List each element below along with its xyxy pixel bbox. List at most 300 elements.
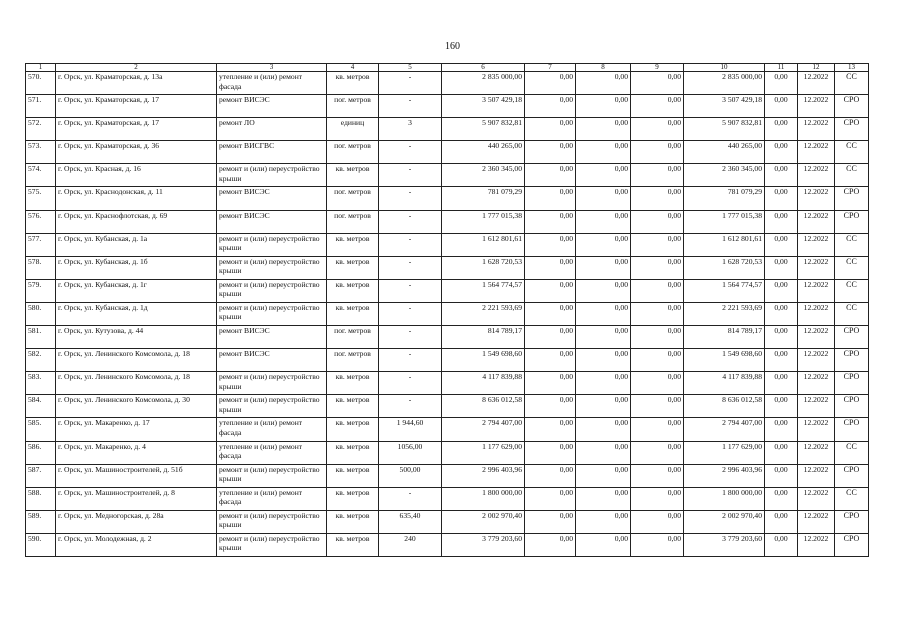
total-cost-cell: 440 265,00 [442,141,525,164]
owners-funds-cell: 440 265,00 [684,141,765,164]
work-type-cell: ремонт и (или) переустройство крыши [217,256,327,279]
work-type-cell: ремонт и (или) переустройство крыши [217,533,327,556]
table-row [26,256,869,279]
address-cell: г. Орск, ул. Краматорская, д. 17 [56,95,217,118]
volume-cell: 635,40 [379,510,442,533]
regional-budget-cell: 0,00 [576,464,631,487]
table-row [26,487,869,510]
owners-funds-cell: 1 800 000,00 [684,487,765,510]
table-row [26,279,869,302]
local-budget-cell: 0,00 [631,256,684,279]
unit-cell: кв. метров [327,464,379,487]
local-budget-cell: 0,00 [631,164,684,187]
fund-cell: 0,00 [525,164,576,187]
address-cell: г. Орск, ул. Красная, д. 16 [56,164,217,187]
table-row [26,349,869,372]
volume-cell: - [379,326,442,349]
local-budget-cell: 0,00 [631,349,684,372]
regional-budget-cell: 0,00 [576,510,631,533]
volume-cell: - [379,256,442,279]
fund-method-cell: СС [835,302,869,325]
deadline-cell: 12.2022 [798,279,835,302]
repair-register-table [25,63,869,557]
page-number: 160 [445,41,460,52]
fund-cell: 0,00 [525,233,576,256]
unit-cell: кв. метров [327,72,379,95]
total-cost-cell: 2 835 000,00 [442,72,525,95]
row-number: 585. [26,418,56,441]
volume-cell: - [379,95,442,118]
row-number: 589. [26,510,56,533]
unit-cell: кв. метров [327,441,379,464]
column-number: 7 [525,64,576,72]
deadline-cell: 12.2022 [798,164,835,187]
other-funds-cell: 0,00 [765,164,798,187]
owners-funds-cell: 4 117 839,88 [684,372,765,395]
other-funds-cell: 0,00 [765,418,798,441]
volume-cell: - [379,279,442,302]
other-funds-cell: 0,00 [765,487,798,510]
work-type-cell: ремонт ВИСЭС [217,187,327,210]
regional-budget-cell: 0,00 [576,233,631,256]
fund-method-cell: СС [835,279,869,302]
volume-cell: 3 [379,118,442,141]
address-cell: г. Орск, ул. Кубанская, д. 1а [56,233,217,256]
address-cell: г. Орск, ул. Краматорская, д. 13а [56,72,217,95]
table-row [26,464,869,487]
total-cost-cell: 3 779 203,60 [442,533,525,556]
work-type-cell: ремонт и (или) переустройство крыши [217,510,327,533]
unit-cell: кв. метров [327,372,379,395]
other-funds-cell: 0,00 [765,233,798,256]
work-type-cell: ремонт и (или) переустройство крыши [217,395,327,418]
fund-cell: 0,00 [525,349,576,372]
regional-budget-cell: 0,00 [576,187,631,210]
regional-budget-cell: 0,00 [576,533,631,556]
owners-funds-cell: 2 794 407,00 [684,418,765,441]
volume-cell: 500,00 [379,464,442,487]
unit-cell: кв. метров [327,395,379,418]
fund-method-cell: СРО [835,395,869,418]
table-row [26,187,869,210]
other-funds-cell: 0,00 [765,395,798,418]
owners-funds-cell: 2 360 345,00 [684,164,765,187]
row-number: 579. [26,279,56,302]
unit-cell: кв. метров [327,533,379,556]
fund-method-cell: СРО [835,118,869,141]
fund-cell: 0,00 [525,302,576,325]
total-cost-cell: 2 360 345,00 [442,164,525,187]
volume-cell: - [379,302,442,325]
column-number: 5 [379,64,442,72]
fund-method-cell: СС [835,141,869,164]
work-type-cell: утепление и (или) ремонт фасада [217,441,327,464]
column-number: 1 [26,64,56,72]
table-row [26,233,869,256]
fund-cell: 0,00 [525,395,576,418]
column-number: 9 [631,64,684,72]
fund-cell: 0,00 [525,141,576,164]
local-budget-cell: 0,00 [631,302,684,325]
total-cost-cell: 814 789,17 [442,326,525,349]
fund-cell: 0,00 [525,210,576,233]
total-cost-cell: 2 221 593,69 [442,302,525,325]
other-funds-cell: 0,00 [765,349,798,372]
address-cell: г. Орск, ул. Кубанская, д. 1б [56,256,217,279]
deadline-cell: 12.2022 [798,141,835,164]
volume-cell: - [379,141,442,164]
other-funds-cell: 0,00 [765,187,798,210]
local-budget-cell: 0,00 [631,487,684,510]
table-row [26,141,869,164]
deadline-cell: 12.2022 [798,256,835,279]
other-funds-cell: 0,00 [765,95,798,118]
address-cell: г. Орск, ул. Макаренко, д. 4 [56,441,217,464]
total-cost-cell: 4 117 839,88 [442,372,525,395]
other-funds-cell: 0,00 [765,302,798,325]
deadline-cell: 12.2022 [798,95,835,118]
local-budget-cell: 0,00 [631,533,684,556]
fund-method-cell: СС [835,256,869,279]
fund-cell: 0,00 [525,72,576,95]
regional-budget-cell: 0,00 [576,302,631,325]
other-funds-cell: 0,00 [765,372,798,395]
owners-funds-cell: 2 221 593,69 [684,302,765,325]
unit-cell: пог. метров [327,141,379,164]
volume-cell: 1 944,60 [379,418,442,441]
address-cell: г. Орск, ул. Машиностроителей, д. 51б [56,464,217,487]
row-number: 590. [26,533,56,556]
local-budget-cell: 0,00 [631,141,684,164]
unit-cell: пог. метров [327,349,379,372]
local-budget-cell: 0,00 [631,187,684,210]
owners-funds-cell: 781 079,29 [684,187,765,210]
local-budget-cell: 0,00 [631,326,684,349]
fund-cell: 0,00 [525,118,576,141]
row-number: 580. [26,302,56,325]
fund-cell: 0,00 [525,372,576,395]
regional-budget-cell: 0,00 [576,395,631,418]
table-row [26,164,869,187]
work-type-cell: ремонт и (или) переустройство крыши [217,464,327,487]
deadline-cell: 12.2022 [798,118,835,141]
table-row [26,210,869,233]
address-cell: г. Орск, ул. Краснофлотская, д. 69 [56,210,217,233]
table-row [26,302,869,325]
deadline-cell: 12.2022 [798,418,835,441]
owners-funds-cell: 3 507 429,18 [684,95,765,118]
local-budget-cell: 0,00 [631,464,684,487]
column-number: 10 [684,64,765,72]
unit-cell: пог. метров [327,187,379,210]
row-number: 570. [26,72,56,95]
deadline-cell: 12.2022 [798,233,835,256]
volume-cell: - [379,349,442,372]
address-cell: г. Орск, ул. Молодежная, д. 2 [56,533,217,556]
work-type-cell: ремонт ВИСЭС [217,210,327,233]
row-number: 571. [26,95,56,118]
fund-method-cell: СРО [835,349,869,372]
fund-method-cell: СРО [835,95,869,118]
fund-cell: 0,00 [525,326,576,349]
local-budget-cell: 0,00 [631,72,684,95]
column-number: 13 [835,64,869,72]
table-row [26,72,869,95]
local-budget-cell: 0,00 [631,233,684,256]
regional-budget-cell: 0,00 [576,326,631,349]
address-cell: г. Орск, ул. Ленинского Комсомола, д. 30 [56,395,217,418]
fund-cell: 0,00 [525,464,576,487]
other-funds-cell: 0,00 [765,118,798,141]
address-cell: г. Орск, ул. Краматорская, д. 17 [56,118,217,141]
other-funds-cell: 0,00 [765,326,798,349]
unit-cell: кв. метров [327,487,379,510]
owners-funds-cell: 5 907 832,81 [684,118,765,141]
total-cost-cell: 8 636 012,58 [442,395,525,418]
work-type-cell: ремонт и (или) переустройство крыши [217,279,327,302]
table-row [26,510,869,533]
address-cell: г. Орск, ул. Макаренко, д. 17 [56,418,217,441]
deadline-cell: 12.2022 [798,372,835,395]
fund-method-cell: СРО [835,510,869,533]
regional-budget-cell: 0,00 [576,118,631,141]
owners-funds-cell: 2 002 970,40 [684,510,765,533]
fund-cell: 0,00 [525,187,576,210]
fund-method-cell: СС [835,164,869,187]
row-number: 583. [26,372,56,395]
table-row [26,441,869,464]
column-number: 11 [765,64,798,72]
fund-cell: 0,00 [525,441,576,464]
owners-funds-cell: 1 549 698,60 [684,349,765,372]
total-cost-cell: 5 907 832,81 [442,118,525,141]
fund-method-cell: СС [835,233,869,256]
fund-cell: 0,00 [525,487,576,510]
regional-budget-cell: 0,00 [576,95,631,118]
deadline-cell: 12.2022 [798,302,835,325]
fund-method-cell: СРО [835,372,869,395]
other-funds-cell: 0,00 [765,210,798,233]
fund-method-cell: СС [835,441,869,464]
volume-cell: 240 [379,533,442,556]
fund-cell: 0,00 [525,279,576,302]
address-cell: г. Орск, ул. Медногорская, д. 28а [56,510,217,533]
fund-cell: 0,00 [525,418,576,441]
other-funds-cell: 0,00 [765,72,798,95]
total-cost-cell: 2 002 970,40 [442,510,525,533]
table-row [26,372,869,395]
owners-funds-cell: 1 612 801,61 [684,233,765,256]
fund-cell: 0,00 [525,533,576,556]
column-number: 8 [576,64,631,72]
deadline-cell: 12.2022 [798,533,835,556]
work-type-cell: ремонт ВИСЭС [217,326,327,349]
total-cost-cell: 1 628 720,53 [442,256,525,279]
local-budget-cell: 0,00 [631,510,684,533]
fund-method-cell: СРО [835,418,869,441]
table-row [26,326,869,349]
row-number: 582. [26,349,56,372]
work-type-cell: ремонт ВИСГВС [217,141,327,164]
row-number: 577. [26,233,56,256]
other-funds-cell: 0,00 [765,464,798,487]
volume-cell: - [379,233,442,256]
row-number: 588. [26,487,56,510]
regional-budget-cell: 0,00 [576,279,631,302]
fund-cell: 0,00 [525,95,576,118]
row-number: 573. [26,141,56,164]
volume-cell: - [379,187,442,210]
deadline-cell: 12.2022 [798,210,835,233]
owners-funds-cell: 3 779 203,60 [684,533,765,556]
fund-cell: 0,00 [525,510,576,533]
unit-cell: кв. метров [327,302,379,325]
address-cell: г. Орск, ул. Краснодонская, д. 11 [56,187,217,210]
work-type-cell: ремонт ВИСЭС [217,95,327,118]
owners-funds-cell: 814 789,17 [684,326,765,349]
column-number: 12 [798,64,835,72]
deadline-cell: 12.2022 [798,326,835,349]
work-type-cell: утепление и (или) ремонт фасада [217,418,327,441]
unit-cell: кв. метров [327,418,379,441]
column-number: 3 [217,64,327,72]
owners-funds-cell: 1 628 720,53 [684,256,765,279]
work-type-cell: ремонт и (или) переустройство крыши [217,302,327,325]
unit-cell: пог. метров [327,95,379,118]
local-budget-cell: 0,00 [631,418,684,441]
fund-method-cell: СРО [835,210,869,233]
local-budget-cell: 0,00 [631,118,684,141]
other-funds-cell: 0,00 [765,256,798,279]
other-funds-cell: 0,00 [765,510,798,533]
local-budget-cell: 0,00 [631,95,684,118]
fund-method-cell: СС [835,487,869,510]
fund-cell: 0,00 [525,256,576,279]
regional-budget-cell: 0,00 [576,256,631,279]
address-cell: г. Орск, ул. Кубанская, д. 1д [56,302,217,325]
regional-budget-cell: 0,00 [576,418,631,441]
work-type-cell: ремонт и (или) переустройство крыши [217,372,327,395]
address-cell: г. Орск, ул. Ленинского Комсомола, д. 18 [56,372,217,395]
unit-cell: пог. метров [327,210,379,233]
total-cost-cell: 1 177 629,00 [442,441,525,464]
table-row [26,95,869,118]
regional-budget-cell: 0,00 [576,164,631,187]
fund-method-cell: СС [835,72,869,95]
volume-cell: - [379,372,442,395]
total-cost-cell: 1 549 698,60 [442,349,525,372]
work-type-cell: ремонт и (или) переустройство крыши [217,164,327,187]
column-number-row [26,64,869,72]
owners-funds-cell: 1 777 015,38 [684,210,765,233]
volume-cell: - [379,210,442,233]
table-row [26,118,869,141]
column-number: 2 [56,64,217,72]
deadline-cell: 12.2022 [798,349,835,372]
table-row [26,418,869,441]
owners-funds-cell: 8 636 012,58 [684,395,765,418]
row-number: 576. [26,210,56,233]
table-row [26,395,869,418]
total-cost-cell: 1 777 015,38 [442,210,525,233]
deadline-cell: 12.2022 [798,72,835,95]
unit-cell: кв. метров [327,164,379,187]
regional-budget-cell: 0,00 [576,72,631,95]
regional-budget-cell: 0,00 [576,141,631,164]
fund-method-cell: СРО [835,187,869,210]
address-cell: г. Орск, ул. Ленинского Комсомола, д. 18 [56,349,217,372]
total-cost-cell: 2 794 407,00 [442,418,525,441]
deadline-cell: 12.2022 [798,464,835,487]
other-funds-cell: 0,00 [765,141,798,164]
deadline-cell: 12.2022 [798,487,835,510]
unit-cell: единиц [327,118,379,141]
volume-cell: - [379,487,442,510]
volume-cell: 1056,00 [379,441,442,464]
total-cost-cell: 1 800 000,00 [442,487,525,510]
deadline-cell: 12.2022 [798,395,835,418]
work-type-cell: ремонт ВИСЭС [217,349,327,372]
row-number: 581. [26,326,56,349]
total-cost-cell: 2 996 403,96 [442,464,525,487]
work-type-cell: утепление и (или) ремонт фасада [217,72,327,95]
owners-funds-cell: 2 835 000,00 [684,72,765,95]
local-budget-cell: 0,00 [631,279,684,302]
volume-cell: - [379,395,442,418]
row-number: 574. [26,164,56,187]
deadline-cell: 12.2022 [798,187,835,210]
address-cell: г. Орск, ул. Краматорская, д. 36 [56,141,217,164]
address-cell: г. Орск, ул. Кубанская, д. 1г [56,279,217,302]
unit-cell: пог. метров [327,326,379,349]
row-number: 584. [26,395,56,418]
address-cell: г. Орск, ул. Машиностроителей, д. 8 [56,487,217,510]
regional-budget-cell: 0,00 [576,441,631,464]
row-number: 587. [26,464,56,487]
fund-method-cell: СРО [835,464,869,487]
deadline-cell: 12.2022 [798,441,835,464]
regional-budget-cell: 0,00 [576,349,631,372]
unit-cell: кв. метров [327,233,379,256]
row-number: 575. [26,187,56,210]
work-type-cell: ремонт ЛО [217,118,327,141]
regional-budget-cell: 0,00 [576,210,631,233]
deadline-cell: 12.2022 [798,510,835,533]
total-cost-cell: 3 507 429,18 [442,95,525,118]
column-number: 4 [327,64,379,72]
row-number: 586. [26,441,56,464]
regional-budget-cell: 0,00 [576,487,631,510]
total-cost-cell: 1 564 774,57 [442,279,525,302]
volume-cell: - [379,164,442,187]
local-budget-cell: 0,00 [631,372,684,395]
local-budget-cell: 0,00 [631,210,684,233]
fund-method-cell: СРО [835,326,869,349]
local-budget-cell: 0,00 [631,441,684,464]
table-row [26,533,869,556]
fund-method-cell: СРО [835,533,869,556]
work-type-cell: ремонт и (или) переустройство крыши [217,233,327,256]
total-cost-cell: 1 612 801,61 [442,233,525,256]
owners-funds-cell: 2 996 403,96 [684,464,765,487]
unit-cell: кв. метров [327,510,379,533]
volume-cell: - [379,72,442,95]
other-funds-cell: 0,00 [765,533,798,556]
unit-cell: кв. метров [327,279,379,302]
column-number: 6 [442,64,525,72]
address-cell: г. Орск, ул. Кутузова, д. 44 [56,326,217,349]
local-budget-cell: 0,00 [631,395,684,418]
